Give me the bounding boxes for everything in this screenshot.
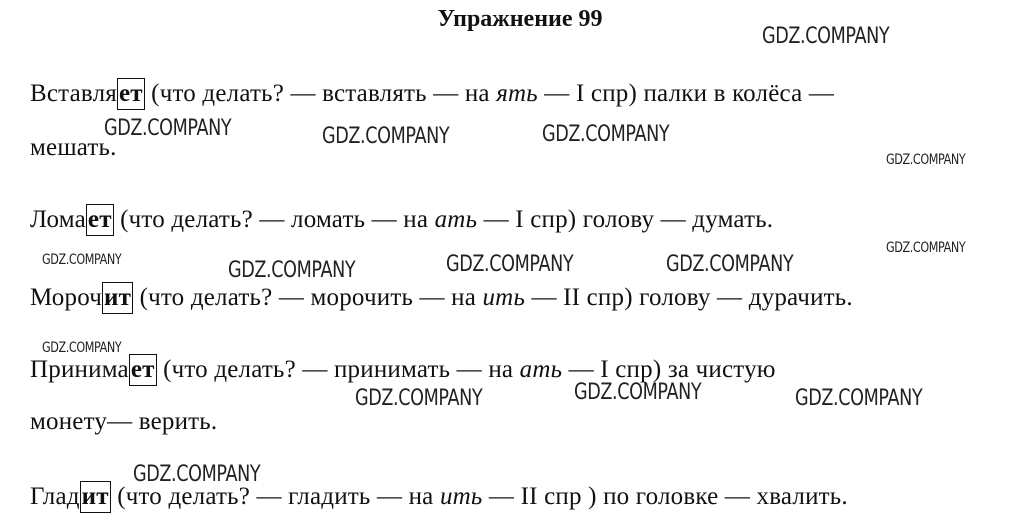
- watermark: GDZ.COMPANY: [886, 240, 966, 256]
- watermark: GDZ.COMPANY: [133, 462, 261, 487]
- watermark: GDZ.COMPANY: [228, 258, 356, 283]
- continuation-text: мешать.: [30, 134, 117, 161]
- explanation-text: (что делать? — гладить — на: [110, 483, 440, 510]
- watermark: GDZ.COMPANY: [42, 252, 122, 268]
- verb-ending-box: ет: [117, 78, 145, 110]
- watermark: GDZ.COMPANY: [446, 252, 574, 277]
- word-stem: Глад: [30, 483, 80, 510]
- sentence-line-6: [30, 408, 217, 436]
- explanation-text: — II спр ) по головке — хвалить.: [482, 483, 848, 510]
- watermark: GDZ.COMPANY: [795, 386, 923, 411]
- continuation-text: монету— верить.: [30, 408, 218, 435]
- explanation-text: (что делать? — вставлять — на: [144, 80, 497, 107]
- sentence-line-1: [30, 78, 834, 110]
- explanation-text: — I спр) голову — думать.: [477, 206, 774, 233]
- explanation-text: (что делать? — морочить — на: [133, 284, 483, 311]
- verb-ending-box: ет: [86, 204, 114, 236]
- infinitive-suffix: ать: [434, 206, 478, 233]
- infinitive-suffix: ять: [496, 80, 538, 107]
- word-stem: Мороч: [30, 284, 103, 311]
- sentence-line-3: [30, 204, 773, 236]
- verb-ending-box: ет: [129, 354, 157, 386]
- verb-ending-box: ит: [80, 481, 111, 513]
- infinitive-suffix: ить: [439, 483, 483, 510]
- watermark: GDZ.COMPANY: [574, 380, 702, 405]
- word-stem: Принима: [30, 356, 129, 383]
- watermark: GDZ.COMPANY: [355, 386, 483, 411]
- sentence-line-4: [30, 282, 853, 314]
- watermark: GDZ.COMPANY: [42, 340, 122, 356]
- explanation-text: (что делать? — ломать — на: [113, 206, 435, 233]
- infinitive-suffix: ить: [482, 284, 526, 311]
- watermark: GDZ.COMPANY: [666, 252, 794, 277]
- exercise-title: Упражнение 99: [437, 6, 603, 32]
- explanation-text: — I спр) палки в колёса —: [537, 80, 835, 107]
- watermark: GDZ.COMPANY: [322, 124, 450, 149]
- watermark: GDZ.COMPANY: [762, 24, 890, 49]
- word-stem: Лома: [30, 206, 86, 233]
- explanation-text: — II спр) голову — дурачить.: [525, 284, 853, 311]
- watermark: GDZ.COMPANY: [104, 116, 232, 141]
- word-stem: Вставля: [30, 80, 117, 107]
- infinitive-suffix: ать: [519, 356, 563, 383]
- explanation-text: (что делать? — принимать — на: [156, 356, 520, 383]
- explanation-text: — I спр) за чистую: [562, 356, 776, 383]
- verb-ending-box: ит: [102, 282, 133, 314]
- watermark: GDZ.COMPANY: [542, 122, 670, 147]
- watermark: GDZ.COMPANY: [886, 152, 966, 168]
